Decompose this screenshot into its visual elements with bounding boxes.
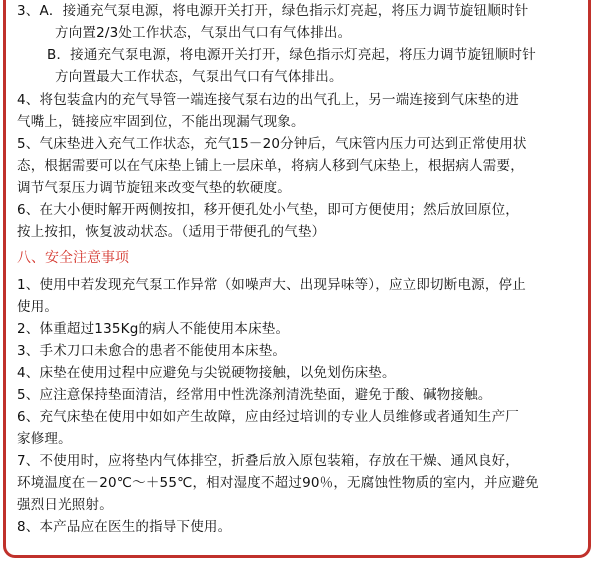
paragraph-line: 调节气泵压力调节旋钮来改变气垫的软硬度。: [17, 180, 291, 196]
paragraph-line: 5、气床垫进入充气工作状态，充气15－20分钟后，气床管内压力可达到正常使用状: [17, 136, 527, 152]
document-body: [17, 0, 585, 538]
paragraph-line: 方向置最大工作状态，气泵出气口有气体排出。: [55, 69, 343, 85]
paragraph-line: 按上按扣，恢复波动状态。（适用于带便孔的气垫）: [17, 224, 326, 240]
paragraph-line: 家修理。: [17, 431, 72, 447]
section-heading: 八、安全注意事项: [17, 250, 129, 266]
paragraph-line: 8、本产品应在医生的指导下使用。: [17, 519, 232, 535]
paragraph-line: 强烈日光照射。: [17, 497, 113, 513]
paragraph-line: 3、手术刀口未愈合的患者不能使用本床垫。: [17, 343, 287, 359]
paragraph-line: 2、体重超过135Kg的病人不能使用本床垫。: [17, 321, 290, 337]
paragraph-line: 7、不使用时，应将垫内气体排空，折叠后放入原包装箱，存放在干燥、通风良好，: [17, 453, 519, 469]
paragraph-line: 环境温度在－20℃～＋55℃，相对湿度不超过90％，无腐蚀性物质的室内，并应避免: [17, 475, 539, 491]
paragraph-line: 1、使用中若发现充气泵工作异常（如噪声大、出现异味等），应立即切断电源，停止: [17, 277, 526, 293]
paragraph-line: 4、将包装盒内的充气导管一端连接气泵右边的出气孔上，另一端连接到气床垫的进: [17, 92, 519, 108]
paragraph-line: B．接通充气泵电源，将电源开关打开，绿色指示灯亮起，将压力调节旋钮顺时针: [47, 47, 536, 63]
paragraph-line: 5、应注意保持垫面清洁，经常用中性洗涤剂清洗垫面，避免于酸、碱物接触。: [17, 387, 492, 403]
paragraph-line: 使用。: [17, 299, 59, 315]
paragraph-line: 态，根据需要可以在气床垫上铺上一层床单，将病人移到气床垫上，根据病人需要，: [17, 158, 524, 174]
paragraph-line: 6、充气床垫在使用中如如产生故障，应由经过培训的专业人员维修或者通知生产厂: [17, 409, 519, 425]
paragraph-line: 3、A．接通充气泵电源，将电源开关打开，绿色指示灯亮起，将压力调节旋钮顺时针: [17, 3, 529, 19]
paragraph-line: 气嘴上，链接应牢固到位，不能出现漏气现象。: [17, 114, 305, 130]
paragraph-line: 6、在大小便时解开两侧按扣，移开便孔处小气垫，即可方便使用；然后放回原位，: [17, 202, 519, 218]
paragraph-line: 4、床垫在使用过程中应避免与尖锐硬物接触，以免划伤床垫。: [17, 365, 396, 381]
paragraph-line: 方向置2/3处工作状态，气泵出气口有气体排出。: [55, 25, 352, 41]
